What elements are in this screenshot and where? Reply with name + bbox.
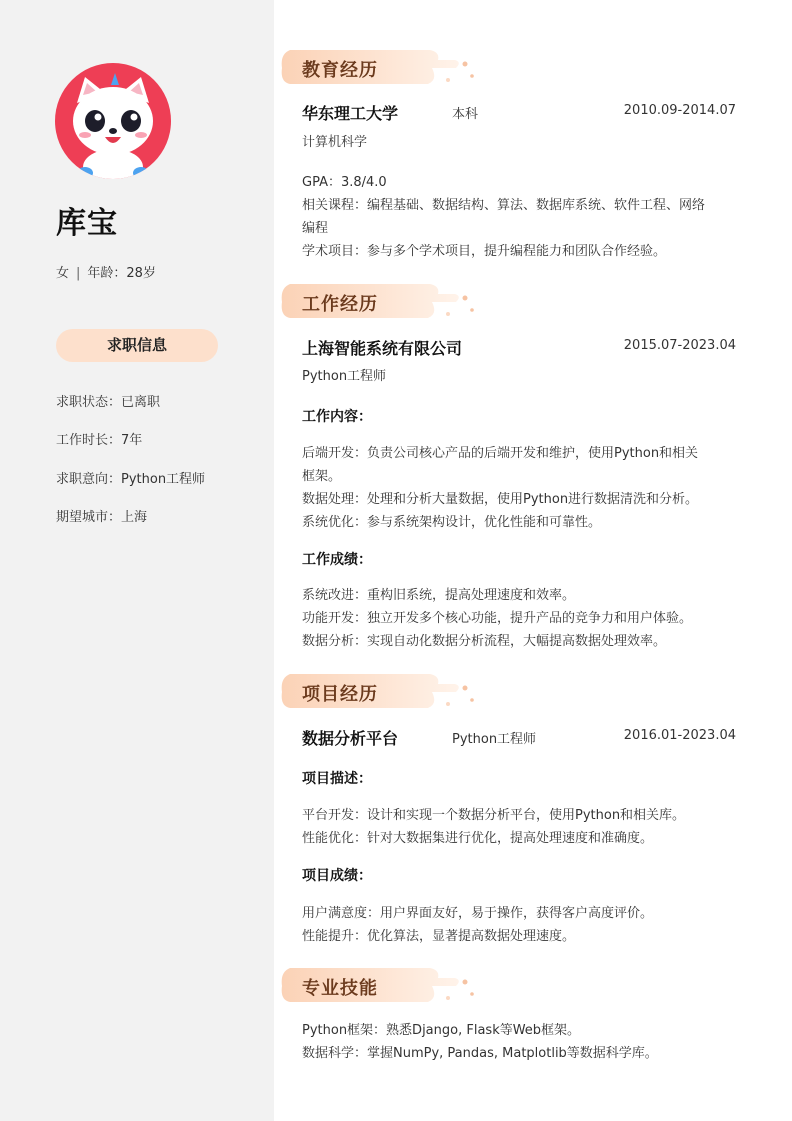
project-results-title: 项目成绩：: [302, 868, 372, 884]
job-intention: 求职意向：Python工程师: [56, 472, 206, 487]
work-achievements-title: 工作成绩：: [302, 552, 372, 568]
education-line: GPA：3.8/4.0: [302, 175, 387, 190]
sidebar: [0, 0, 274, 1121]
work-achievement-line: 功能开发：独立开发多个核心功能，提升产品的竞争力和用户体验。: [302, 611, 693, 626]
company-name: 上海智能系统有限公司: [302, 339, 463, 358]
section-header-education: [280, 50, 480, 86]
work-date: 2015.07-2023.04: [623, 338, 736, 353]
project-result-line: 用户满意度：用户界面友好，易于操作，获得客户高度评价。: [302, 906, 654, 921]
project-date: 2016.01-2023.04: [623, 728, 736, 743]
skill-line: Python框架：熟悉Django, Flask等Web框架。: [302, 1023, 581, 1038]
work-role: Python工程师: [302, 369, 387, 384]
cartoon-cat-avatar-icon: [55, 63, 171, 179]
section-header-project: [280, 674, 480, 710]
work-content-line: 系统优化：参与系统架构设计，优化性能和可靠性。: [302, 515, 602, 530]
section-title: 项目经历: [302, 684, 378, 705]
project-result-line: 性能提升：优化算法，显著提高数据处理速度。: [302, 929, 576, 944]
section-title: 专业技能: [302, 978, 378, 999]
work-duration: 工作时长：7年: [56, 433, 143, 448]
project-name: 数据分析平台: [302, 729, 399, 748]
section-header-skills: [280, 968, 480, 1004]
job-status: 求职状态：已离职: [56, 395, 161, 410]
section-title: 工作经历: [302, 294, 378, 315]
work-content-line: 后端开发：负责公司核心产品的后端开发和维护，使用Python和相关: [302, 446, 699, 461]
skill-line: 数据科学：掌握NumPy, Pandas, Matplotlib等数据科学库。: [302, 1046, 658, 1061]
education-line: 相关课程：编程基础、数据结构、算法、数据库系统、软件工程、网络: [302, 198, 706, 213]
project-desc-line: 性能优化：针对大数据集进行优化，提高处理速度和准确度。: [302, 831, 654, 846]
gender: 女: [56, 266, 70, 281]
school-name: 华东理工大学: [302, 104, 399, 123]
expected-city: 期望城市：上海: [56, 510, 148, 525]
profile-basic-info: [56, 262, 156, 281]
section-title: 教育经历: [302, 60, 378, 81]
project-role: Python工程师: [452, 732, 537, 747]
work-content-line: 框架。: [302, 469, 342, 484]
avatar: [55, 63, 171, 179]
education-line: 编程: [302, 221, 329, 236]
work-achievement-line: 数据分析：实现自动化数据分析流程，大幅提高数据处理效率。: [302, 634, 667, 649]
degree: 本科: [452, 107, 479, 122]
section-header-work: [280, 284, 480, 320]
education-date: 2010.09-2014.07: [623, 103, 736, 118]
job-info-title: 求职信息: [56, 329, 218, 362]
work-achievement-line: 系统改进：重构旧系统，提高处理速度和效率。: [302, 588, 576, 603]
education-line: 学术项目：参与多个学术项目，提升编程能力和团队合作经验。: [302, 244, 667, 259]
project-desc-line: 平台开发：设计和实现一个数据分析平台，使用Python和相关库。: [302, 808, 686, 823]
profile-name: 库宝: [56, 206, 118, 241]
work-content-line: 数据处理：处理和分析大量数据，使用Python进行数据清洗和分析。: [302, 492, 699, 507]
work-content-title: 工作内容：: [302, 409, 372, 425]
major: 计算机科学: [302, 135, 368, 150]
separator: |: [76, 266, 81, 281]
age: 年龄：28岁: [87, 266, 156, 281]
project-desc-title: 项目描述：: [302, 771, 372, 787]
